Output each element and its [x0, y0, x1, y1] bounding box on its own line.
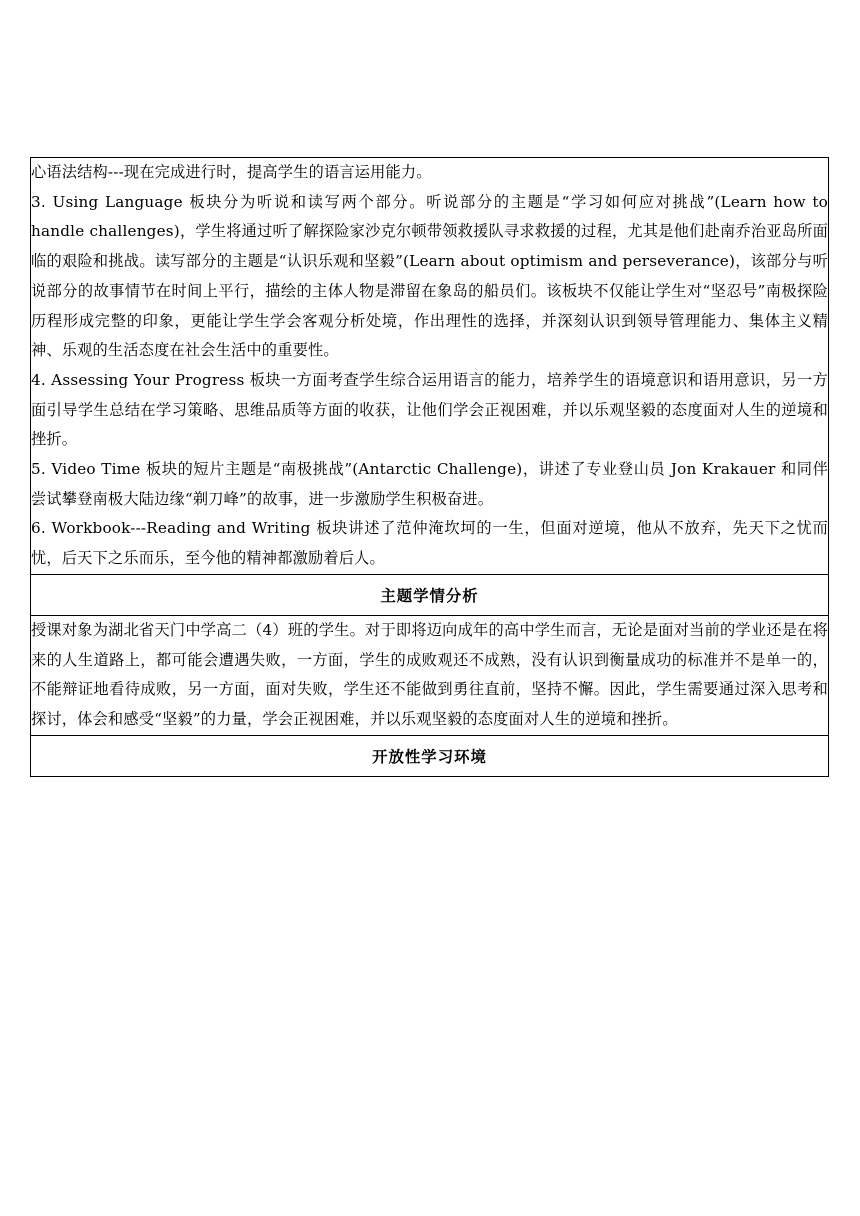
paragraph-video-time: 5. Video Time 板块的短片主题是“南极挑战”(Antarctic Challenge)，讲述了专业登山员 Jon Krakauer 和同伴尝试攀登南极大陆边缘“剃刀峰”的故事，进一步激励学生积极奋进。: [31, 460, 828, 508]
section-heading-environment: 开放性学习环境: [31, 735, 829, 776]
content-cell-1: [31, 158, 829, 575]
heading-row-analysis: [31, 574, 829, 615]
heading-row-environment: [31, 735, 829, 776]
content-cell-2: [31, 615, 829, 735]
content-row-2: [31, 615, 829, 735]
section-heading-analysis: 主题学情分析: [31, 574, 829, 615]
paragraph-workbook: 6. Workbook---Reading and Writing 板块讲述了范仲淹坎坷的一生，但面对逆境，他从不放弃，先天下之忧而忧，后天下之乐而乐，至今他的精神都激励着后人。: [31, 519, 828, 568]
paragraph-assessing-progress: 4. Assessing Your Progress 板块一方面考查学生综合运用语言的能力，培养学生的语境意识和语用意识，另一方面引导学生总结在学习策略、思维品质等方面的收获，让他们学会正视困难，并以乐观坚毅的态度面对人生的逆境和挫折。: [31, 370, 828, 449]
paragraph-student-analysis: 授课对象为湖北省天门中学高二（4）班的学生。对于即将迈向成年的高中学生而言，无论是面对当前的学业还是在将来的人生道路上，都可能会遭遇失败，一方面，学生的成败观还不成熟，没有认识到衡量成功的标准并不是单一的，不能辩证地看待成败，另一方面，面对失败，学生还不能做到勇往直前，坚持不懈。因此，学生需要通过深入思考和探讨，体会和感受“坚毅”的力量，学会正视困难，并以乐观坚毅的态度面对人生的逆境和挫折。: [31, 620, 828, 728]
paragraph-using-language: 3. Using Language 板块分为听说和读写两个部分。听说部分的主题是“学习如何应对挑战”(Learn how to handle challenges)，学生将通过听了解探险家沙克尔顿带领救援队寻求救援的过程，尤其是他们赴南乔治亚岛所面临的艰险和挑战。读写部分的主题是“认识乐观和坚毅”(Learn about optimism and perseverance)，该部分与听说部分的故事情节在时间上平行，描绘的主体人物是滞留在象岛的船员们。该板块不仅能让学生对“坚忍号”南极探险历程形成完整的印象，更能让学生学会客观分析处境，作出理性的选择，并深刻认识到领导管理能力、集体主义精神、乐观的生活态度在社会生活中的重要性。: [31, 192, 828, 360]
paragraph-grammar-continuation: 心语法结构---现在完成进行时，提高学生的语言运用能力。: [31, 163, 432, 181]
lesson-plan-table: [30, 157, 829, 777]
content-row-1: [31, 158, 829, 575]
